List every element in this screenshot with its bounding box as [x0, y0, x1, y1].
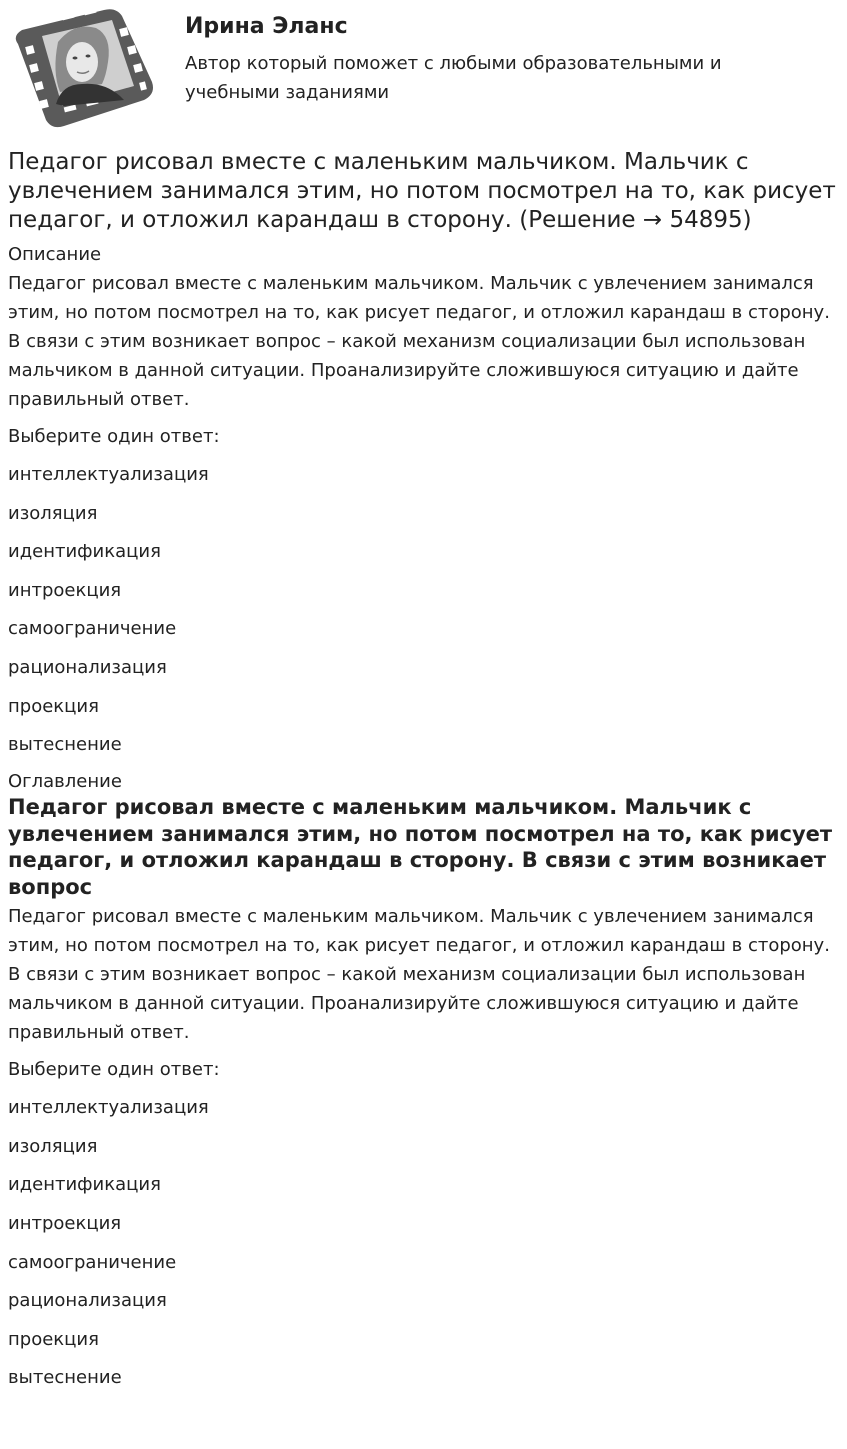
author-card [0, 0, 847, 140]
author-avatar[interactable] [8, 6, 156, 130]
answer-option: проекция [8, 695, 99, 717]
description-text: Педагог рисовал вместе с маленьким мальчиком. Мальчик с увлечением занимался этим, но потом посмотрел на то, как рисует педагог, и отложил карандаш в сторону. В связи с этим возникает вопрос – какой механизм социализации был использован мальчиком в данной ситуации. Проанализируйте сложившуюся ситуацию и дайте правильный ответ. [8, 273, 830, 410]
page-title: Педагог рисовал вместе с маленьким мальчиком. Мальчик с увлечением занимался этим, но потом посмотрел на то, как рисует педагог, и отложил карандаш в сторону. (Решение → 54895) [8, 149, 836, 233]
section-answer-option: рационализация [8, 1290, 167, 1312]
main-content [8, 148, 840, 1392]
answer-option: идентификация [8, 541, 161, 563]
answer-option: изоляция [8, 502, 98, 524]
section-answer-option: интроекция [8, 1212, 122, 1234]
answer-options [8, 460, 840, 759]
section-answer-option: идентификация [8, 1174, 161, 1196]
section-choose-prompt: Выберите один ответ: [8, 1059, 220, 1081]
section-answer-option: изоляция [8, 1135, 98, 1157]
answer-option: вытеснение [8, 734, 122, 756]
section-answer-option: вытеснение [8, 1367, 122, 1389]
section-answer-options [8, 1093, 840, 1392]
section-answer-option: самоограничение [8, 1251, 177, 1273]
section-text: Педагог рисовал вместе с маленьким мальчиком. Мальчик с увлечением занимался этим, но потом посмотрел на то, как рисует педагог, и отложил карандаш в сторону. В связи с этим возникает вопрос – какой механизм социализации был использован мальчиком в данной ситуации. Проанализируйте сложившуюся ситуацию и дайте правильный ответ. [8, 906, 830, 1044]
answer-option: рационализация [8, 656, 167, 678]
author-name[interactable]: Ирина Эланс [185, 14, 348, 39]
section-answer-option: интеллектуализация [8, 1097, 209, 1119]
author-description: Автор который поможет с любыми образовательными и учебными заданиями [185, 53, 722, 103]
choose-prompt: Выберите один ответ: [8, 426, 220, 447]
section-title: Педагог рисовал вместе с маленьким мальчиком. Мальчик с увлечением занимался этим, но потом посмотрел на то, как рисует педагог, и отложил карандаш в сторону. В связи с этим возникает вопрос [8, 795, 833, 899]
section-answer-option: проекция [8, 1328, 99, 1350]
toc-label: Оглавление [8, 771, 122, 793]
answer-option: интеллектуализация [8, 464, 209, 485]
film-frame-icon [16, 8, 153, 128]
description-label: Описание [8, 244, 102, 265]
answer-option: интроекция [8, 579, 122, 601]
answer-option: самоограничение [8, 618, 177, 640]
